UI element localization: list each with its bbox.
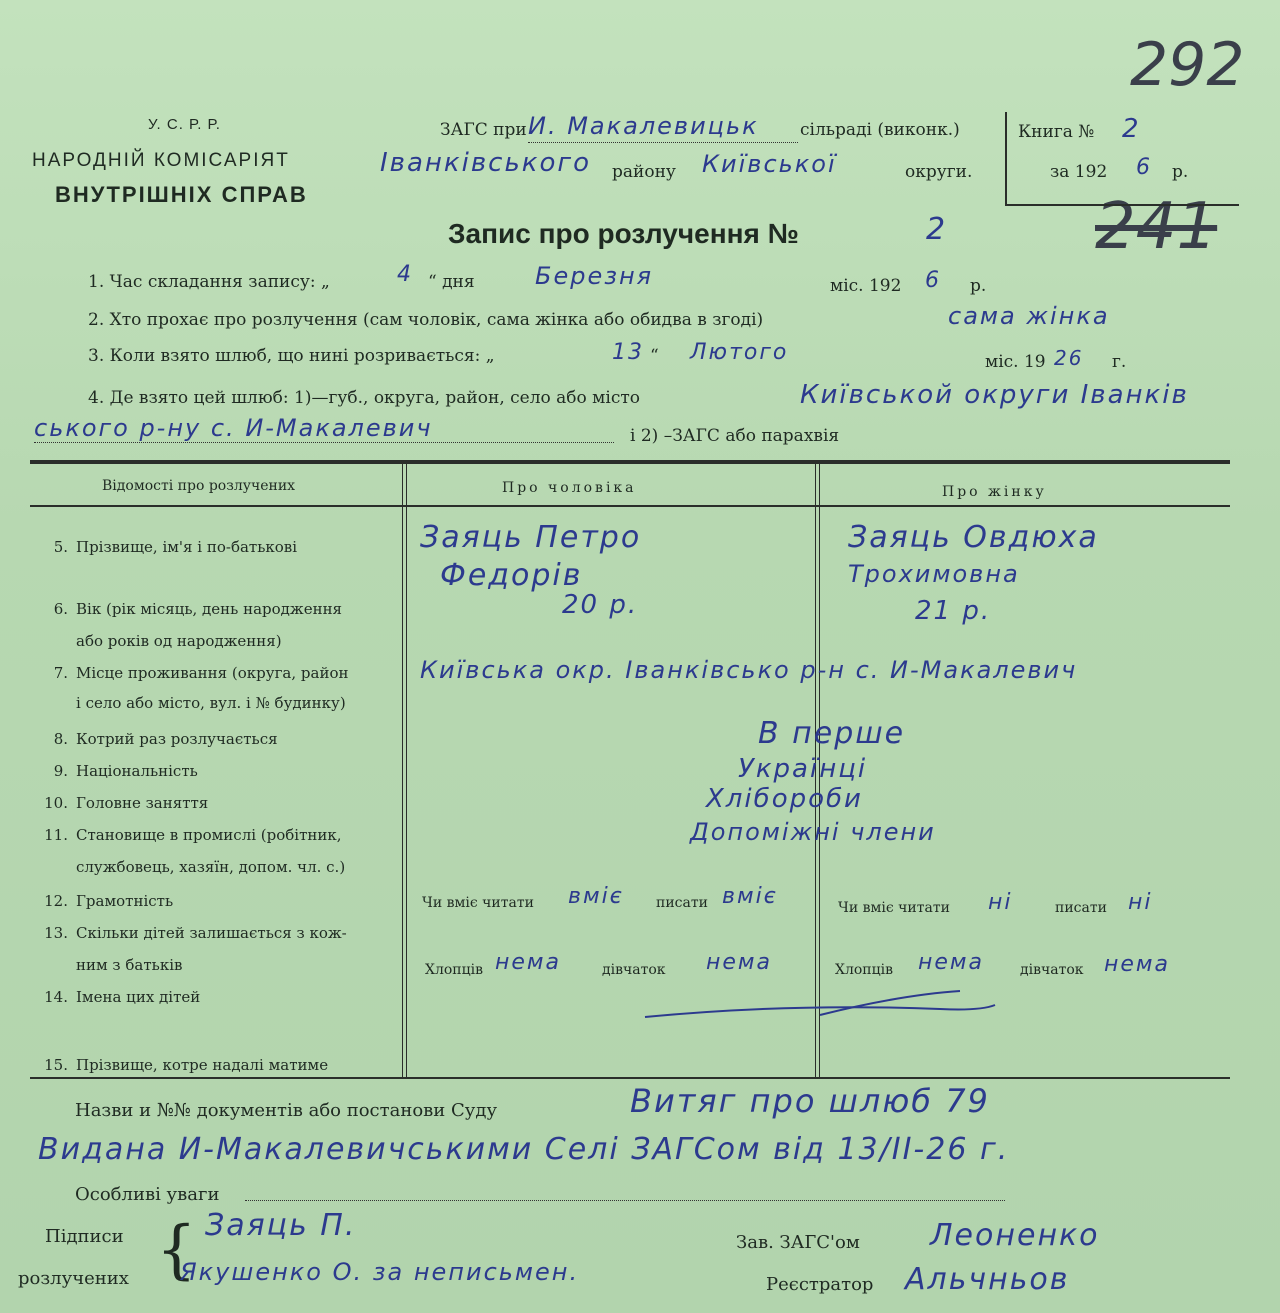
col-header-info: Відомості про розлучених — [102, 478, 296, 494]
row-text: Імена цих дітей — [76, 988, 201, 1006]
item1-month: Березня — [535, 262, 654, 290]
item4-label: 4. Де взято цей шлюб: 1)—губ., округа, район, село або місто — [88, 388, 640, 408]
zags-village: И. Макалевицьк — [528, 112, 759, 140]
row-text: Місце проживання (округа, район — [76, 664, 349, 682]
row-text: Становище в промислі (робітник, — [76, 826, 342, 844]
row-label — [30, 664, 348, 682]
husband-boys-label: Хлопців — [425, 962, 483, 978]
department-header: ВНУТРІШНІХ СПРАВ — [55, 182, 308, 207]
item1-r: р. — [970, 276, 987, 296]
row-number: 15. — [44, 1056, 68, 1074]
table-header-rule — [30, 505, 1230, 507]
wife-name-1: Заяць Овдюха — [848, 520, 1099, 555]
item4-value2: ського р-ну с. И-Макалевич — [34, 414, 433, 442]
commissariat-header: НАРОДНІЙ КОМІСАРІЯТ — [32, 150, 290, 171]
row-label — [30, 538, 297, 556]
row-label — [30, 794, 208, 812]
divorce-count-value: В перше — [758, 716, 906, 751]
husband-boys-value: нема — [495, 950, 561, 975]
item1-label: 1. Час складання запису: „ — [88, 272, 330, 292]
row-text: Вік (рік місяць, день народження — [76, 600, 343, 618]
item1-mid: “ дня — [428, 272, 475, 292]
wife-name-2: Трохимовна — [848, 560, 1020, 588]
husband-girls-label: дівчаток — [602, 962, 666, 978]
row-label — [30, 826, 342, 844]
item3-day: 13 — [612, 340, 644, 365]
signature-husband: Заяць П. — [205, 1208, 357, 1243]
row-label — [30, 924, 347, 942]
row-number: 7. — [53, 664, 68, 682]
row-label — [30, 730, 278, 748]
signature-wife: Якушенко О. за неписьмен. — [180, 1258, 580, 1286]
wife-girls-label: дівчаток — [1020, 962, 1084, 978]
wife-boys-label: Хлопців — [835, 962, 893, 978]
registrar-signature: Альчньов — [905, 1262, 1070, 1297]
okruga-label: округи. — [905, 162, 973, 182]
row-text: ним з батьків — [76, 956, 183, 974]
wife-age: 21 р. — [915, 596, 992, 626]
row-text: і село або місто, вул. і № будинку) — [76, 694, 346, 712]
row-number: 14. — [44, 988, 68, 1006]
husband-read-label: Чи вміє читати — [422, 895, 534, 911]
row-text: або років од народження) — [76, 632, 282, 650]
wife-write-value: ні — [1128, 890, 1153, 915]
docs-label: Назви и №№ документів або постанови Суду — [75, 1100, 498, 1121]
row-text: Національність — [76, 762, 198, 780]
row-text: Котрий раз розлучається — [76, 730, 278, 748]
head-label: Зав. ЗАГС'ом — [736, 1232, 860, 1253]
row-label — [30, 956, 182, 974]
row-label — [30, 632, 282, 650]
occupation-value: Хлібороби — [706, 784, 863, 814]
head-signature: Леоненко — [930, 1218, 1100, 1253]
wife-read-value: ні — [988, 890, 1013, 915]
item1-end: міс. 192 — [830, 276, 902, 296]
item3-end: міс. 19 — [985, 352, 1046, 372]
notes-label: Особливі уваги — [75, 1184, 220, 1205]
nationality-value: Українці — [738, 754, 868, 784]
row-text: Прізвище, ім'я і по-батькові — [76, 538, 298, 556]
strike-through-lines — [640, 985, 1000, 1025]
signatures-label-2: розлучених — [18, 1268, 129, 1289]
item4-value1: Київськой округи Іванків — [800, 380, 1189, 410]
book-year-suffix: р. — [1172, 162, 1189, 182]
page-title: Запис про розлучення № — [448, 218, 799, 249]
item3-r: г. — [1112, 352, 1127, 372]
row-number: 8. — [53, 730, 68, 748]
item1-year: 6 — [925, 268, 941, 293]
book-year-label: за 192 — [1050, 162, 1108, 182]
row-label — [30, 762, 198, 780]
row-number: 5. — [53, 538, 68, 556]
row-label — [30, 988, 200, 1006]
husband-girls-value: нема — [706, 950, 772, 975]
husband-write-value: вміє — [722, 884, 778, 909]
wife-read-label: Чи вміє читати — [838, 900, 950, 916]
col-header-husband: Про чоловіка — [502, 480, 637, 496]
signatures-brace: { — [156, 1213, 197, 1287]
row-number: 6. — [53, 600, 68, 618]
husband-age: 20 р. — [562, 590, 639, 620]
row-label — [30, 858, 345, 876]
row-text: Скільки дітей залишається з кож- — [76, 924, 347, 942]
item1-day: 4 — [397, 262, 413, 287]
book-year-value: 6 — [1136, 155, 1152, 180]
row-number: 12. — [44, 892, 68, 910]
wife-write-label: писати — [1055, 900, 1107, 916]
item3-label: 3. Коли взято шлюб, що нині розривається: „ — [88, 346, 495, 366]
item3-mid: “ — [650, 346, 659, 366]
item2-value: сама жінка — [948, 302, 1110, 330]
registrar-label: Реєстратор — [766, 1274, 874, 1295]
row-label — [30, 694, 346, 712]
item3-year: 26 — [1054, 346, 1084, 370]
table-top-rule — [30, 460, 1230, 464]
husband-write-label: писати — [656, 895, 708, 911]
book-number: 2 — [1122, 114, 1141, 144]
wife-boys-value: нема — [918, 950, 984, 975]
archive-number: 292 — [1130, 30, 1245, 100]
row-number: 10. — [44, 794, 68, 812]
signatures-label-1: Підписи — [45, 1226, 124, 1247]
row-text: Прізвище, котре надалі матиме — [76, 1056, 329, 1074]
district-value: Іванківського — [380, 148, 591, 178]
row-number: 11. — [44, 826, 68, 844]
row-label — [30, 1056, 328, 1074]
row-label — [30, 892, 173, 910]
zags-prefix: ЗАГС при — [440, 120, 527, 140]
wife-girls-value: нема — [1104, 952, 1170, 977]
row-number: 9. — [53, 762, 68, 780]
item2-label: 2. Хто прохає про розлучення (сам чоловік, сама жінка або обидва в згоді) — [88, 310, 764, 330]
husband-name-2: Федорів — [440, 558, 583, 593]
husband-name-1: Заяць Петро — [420, 520, 642, 555]
docs-value-1: Витяг про шлюб 79 — [630, 1082, 990, 1120]
col-header-wife: Про жінку — [942, 484, 1047, 500]
row-text: службовець, хазяїн, допом. чл. с.) — [76, 858, 346, 876]
row-text: Головне заняття — [76, 794, 209, 812]
record-number: 2 — [926, 212, 948, 247]
archive-number-old: 241 — [1095, 190, 1218, 264]
book-label: Книга № — [1018, 122, 1095, 142]
table-bottom-rule — [30, 1077, 1230, 1079]
docs-value-2: Видана И-Макалевичськими Селі ЗАГСом від 13/II-26 г. — [38, 1132, 1010, 1167]
okruga-value: Київської — [702, 150, 837, 178]
district-label: району — [612, 162, 676, 182]
row-number: 13. — [44, 924, 68, 942]
republic-header: У. С. Р. Р. — [148, 116, 221, 133]
position-value: Допоміжні члени — [690, 818, 936, 846]
row-text: Грамотність — [76, 892, 174, 910]
husband-read-value: вміє — [568, 884, 624, 909]
item4-end: і 2) –ЗАГС або парахвія — [630, 426, 840, 446]
residence-value: Київська окр. Іванківсько р-н с. И-Макалевич — [420, 656, 1078, 684]
item3-month: Лютого — [690, 340, 789, 365]
zags-suffix: сільраді (виконк.) — [800, 120, 960, 140]
row-label — [30, 600, 342, 618]
